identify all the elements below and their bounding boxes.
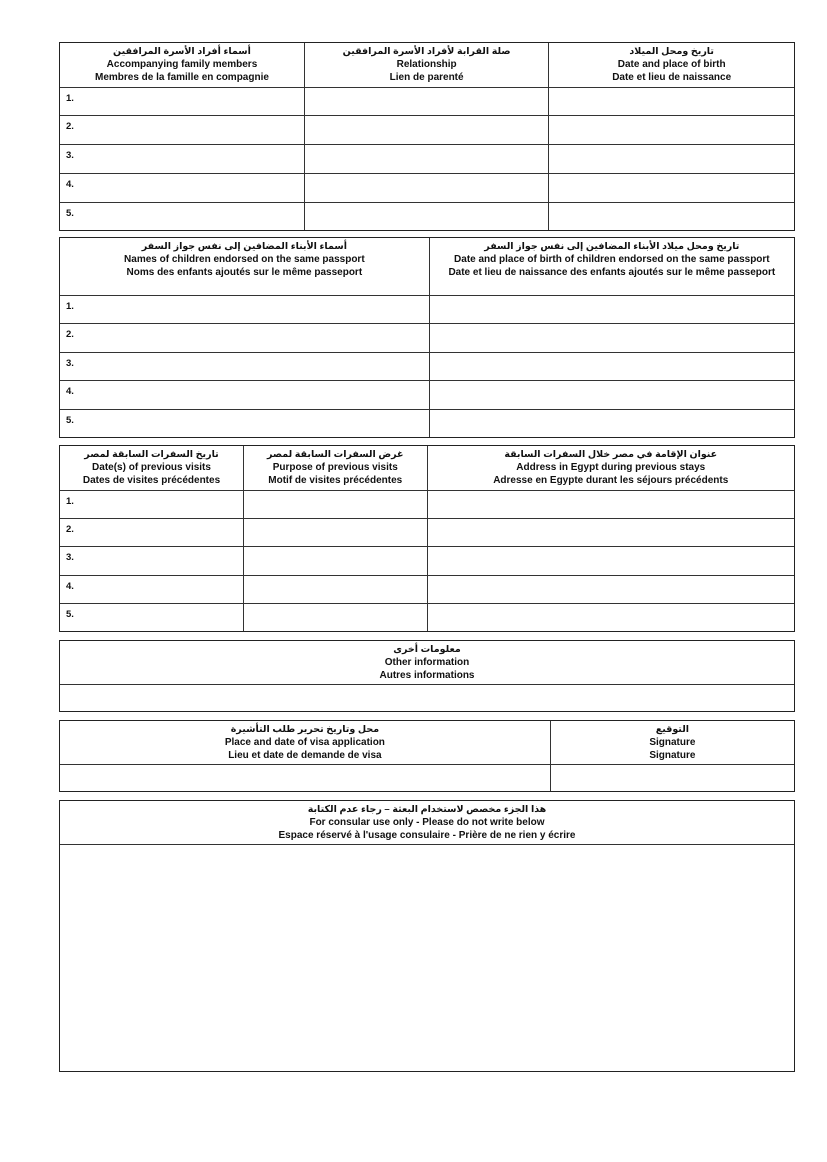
header-arabic: تاريخ ومحل الميلاد (629, 46, 714, 57)
header-french: Dates de visites précédentes (82, 475, 221, 486)
visit-address-field[interactable] (427, 575, 794, 603)
table-row (60, 295, 794, 324)
row-number: 4. (66, 178, 74, 190)
row-number: 3. (66, 552, 74, 564)
visit-dates-header (60, 446, 244, 490)
family-member-name-field[interactable] (60, 173, 304, 202)
birth-date-place-field[interactable] (549, 145, 794, 174)
family-member-name-field[interactable] (60, 202, 304, 230)
visit-address-header (427, 446, 794, 490)
signature-header (550, 721, 794, 764)
header-english: Purpose of previous visits (272, 462, 398, 473)
child-birth-field[interactable] (429, 381, 794, 410)
visit-date-field[interactable] (60, 547, 244, 575)
row-number: 4. (66, 580, 74, 592)
header-french: Adresse en Egypte durant les séjours précédents (493, 475, 729, 486)
other-info-table (59, 640, 795, 712)
table-row (60, 575, 794, 603)
header-english: Accompanying family members (106, 59, 258, 70)
header-french: Date et lieu de naissance (612, 72, 732, 83)
table-row (60, 116, 794, 145)
children-birth-header (429, 238, 794, 295)
visit-address-field[interactable] (427, 490, 794, 518)
visit-purpose-field[interactable] (244, 547, 428, 575)
row-number: 2. (66, 523, 74, 535)
relationship-field[interactable] (304, 145, 548, 174)
table-row (60, 381, 794, 410)
row-number: 5. (66, 207, 74, 219)
header-arabic: أسماء الأبناء المضافين إلى نفس جواز السفر (141, 241, 347, 252)
relationship-field[interactable] (304, 202, 548, 230)
header-french: Lien de parenté (389, 72, 464, 83)
row-number: 2. (66, 121, 74, 133)
visit-purpose-field[interactable] (244, 490, 428, 518)
relationship-field[interactable] (304, 116, 548, 145)
birth-date-place-field[interactable] (549, 173, 794, 202)
table-row (60, 409, 794, 437)
header-arabic: صلة القرابة لأفراد الأسرة المرافقين (342, 46, 511, 57)
table-row (60, 145, 794, 174)
row-number: 1. (66, 92, 74, 104)
signature-field[interactable] (550, 764, 794, 791)
birth-date-place-header (549, 43, 794, 87)
header-french: Date et lieu de naissance des enfants ajoutés sur le même passeport (448, 267, 776, 278)
birth-date-place-field[interactable] (549, 116, 794, 145)
visit-date-field[interactable] (60, 518, 244, 546)
header-arabic: تاريخ السفرات السابقة لمصر (84, 449, 219, 460)
header-english: Address in Egypt during previous stays (516, 462, 706, 473)
header-arabic: غرض السفرات السابقة لمصر (266, 449, 404, 460)
family-members-header (60, 43, 304, 87)
relationship-header (304, 43, 548, 87)
table-row (60, 324, 794, 353)
header-french: Signature (649, 750, 696, 761)
row-number: 4. (66, 386, 74, 398)
visit-address-field[interactable] (427, 547, 794, 575)
child-name-field[interactable] (60, 381, 429, 410)
visit-date-field[interactable] (60, 603, 244, 631)
header-french: Autres informations (379, 670, 475, 681)
child-birth-field[interactable] (429, 295, 794, 324)
visit-address-field[interactable] (427, 603, 794, 631)
family-member-name-field[interactable] (60, 145, 304, 174)
child-birth-field[interactable] (429, 324, 794, 353)
table-row (60, 603, 794, 631)
table-row (60, 547, 794, 575)
header-arabic: التوقيع (655, 724, 690, 735)
row-number: 3. (66, 150, 74, 161)
birth-date-place-field[interactable] (549, 87, 794, 116)
header-english: Date(s) of previous visits (92, 462, 211, 473)
family-members-table (59, 42, 795, 231)
visit-address-field[interactable] (427, 518, 794, 546)
row-number: 1. (66, 495, 74, 507)
header-french: Lieu et date de demande de visa (228, 750, 382, 761)
header-french: Noms des enfants ajoutés sur le même passeport (126, 267, 363, 278)
header-arabic: هذا الجزء مخصص لاستخدام البعثة – رجاء عدم الكتابة (307, 804, 547, 815)
header-english: Date and place of birth of children endorsed on the same passport (454, 254, 770, 265)
relationship-field[interactable] (304, 173, 548, 202)
visit-date-field[interactable] (60, 575, 244, 603)
visit-purpose-field[interactable] (244, 575, 428, 603)
table-row (60, 518, 794, 546)
visit-purpose-field[interactable] (244, 518, 428, 546)
table-row (60, 87, 794, 116)
header-french: Membres de la famille en compagnie (94, 72, 269, 83)
children-table (59, 237, 795, 438)
header-english: Place and date of visa application (224, 737, 385, 748)
header-english: Names of children endorsed on the same passport (124, 254, 365, 265)
visit-purpose-header (244, 446, 428, 490)
application-signature-table (59, 720, 795, 792)
child-name-field[interactable] (60, 352, 429, 381)
application-place-date-header (60, 721, 550, 764)
header-arabic: معلومات أخرى (393, 644, 461, 655)
children-names-header (60, 238, 429, 295)
header-french: Espace réservé à l'usage consulaire - Prière de ne rien y écrire (278, 830, 576, 841)
row-number: 3. (66, 357, 74, 369)
header-english: Other information (384, 657, 470, 668)
header-arabic: محل وتاريخ تحرير طلب التأشيرة (230, 724, 380, 735)
other-info-field[interactable] (60, 684, 794, 711)
birth-date-place-field[interactable] (549, 202, 794, 230)
header-arabic: أسماء أفراد الأسرة المرافقين (113, 46, 251, 57)
child-name-field[interactable] (60, 295, 429, 324)
child-name-field[interactable] (60, 409, 429, 437)
application-place-date-field[interactable] (60, 764, 550, 791)
table-row (60, 173, 794, 202)
consular-use-area (60, 844, 794, 1071)
child-birth-field[interactable] (429, 352, 794, 381)
header-english: Signature (649, 737, 696, 748)
row-number: 2. (66, 329, 74, 341)
previous-visits-table (59, 445, 795, 632)
other-info-header (60, 641, 794, 684)
row-number: 5. (66, 608, 74, 620)
consular-use-table (59, 800, 795, 1072)
table-row (60, 490, 794, 518)
child-name-field[interactable] (60, 324, 429, 353)
visit-date-field[interactable] (60, 490, 244, 518)
row-number: 1. (66, 300, 74, 312)
table-row (60, 352, 794, 381)
header-french: Motif de visites précédentes (268, 475, 403, 486)
relationship-field[interactable] (304, 87, 548, 116)
header-arabic: تاريخ ومحل ميلاد الأبناء المضافين إلى نفس جواز السفر (484, 241, 740, 252)
table-row (60, 202, 794, 230)
header-english: Relationship (396, 59, 457, 70)
child-birth-field[interactable] (429, 409, 794, 437)
row-number: 5. (66, 414, 74, 426)
visit-purpose-field[interactable] (244, 603, 428, 631)
header-english: For consular use only - Please do not write below (309, 817, 545, 828)
consular-use-header (60, 801, 794, 844)
family-member-name-field[interactable] (60, 116, 304, 145)
header-arabic: عنوان الإقامة في مصر خلال السفرات السابقة (504, 449, 718, 460)
header-english: Date and place of birth (617, 59, 726, 70)
family-member-name-field[interactable] (60, 87, 304, 116)
